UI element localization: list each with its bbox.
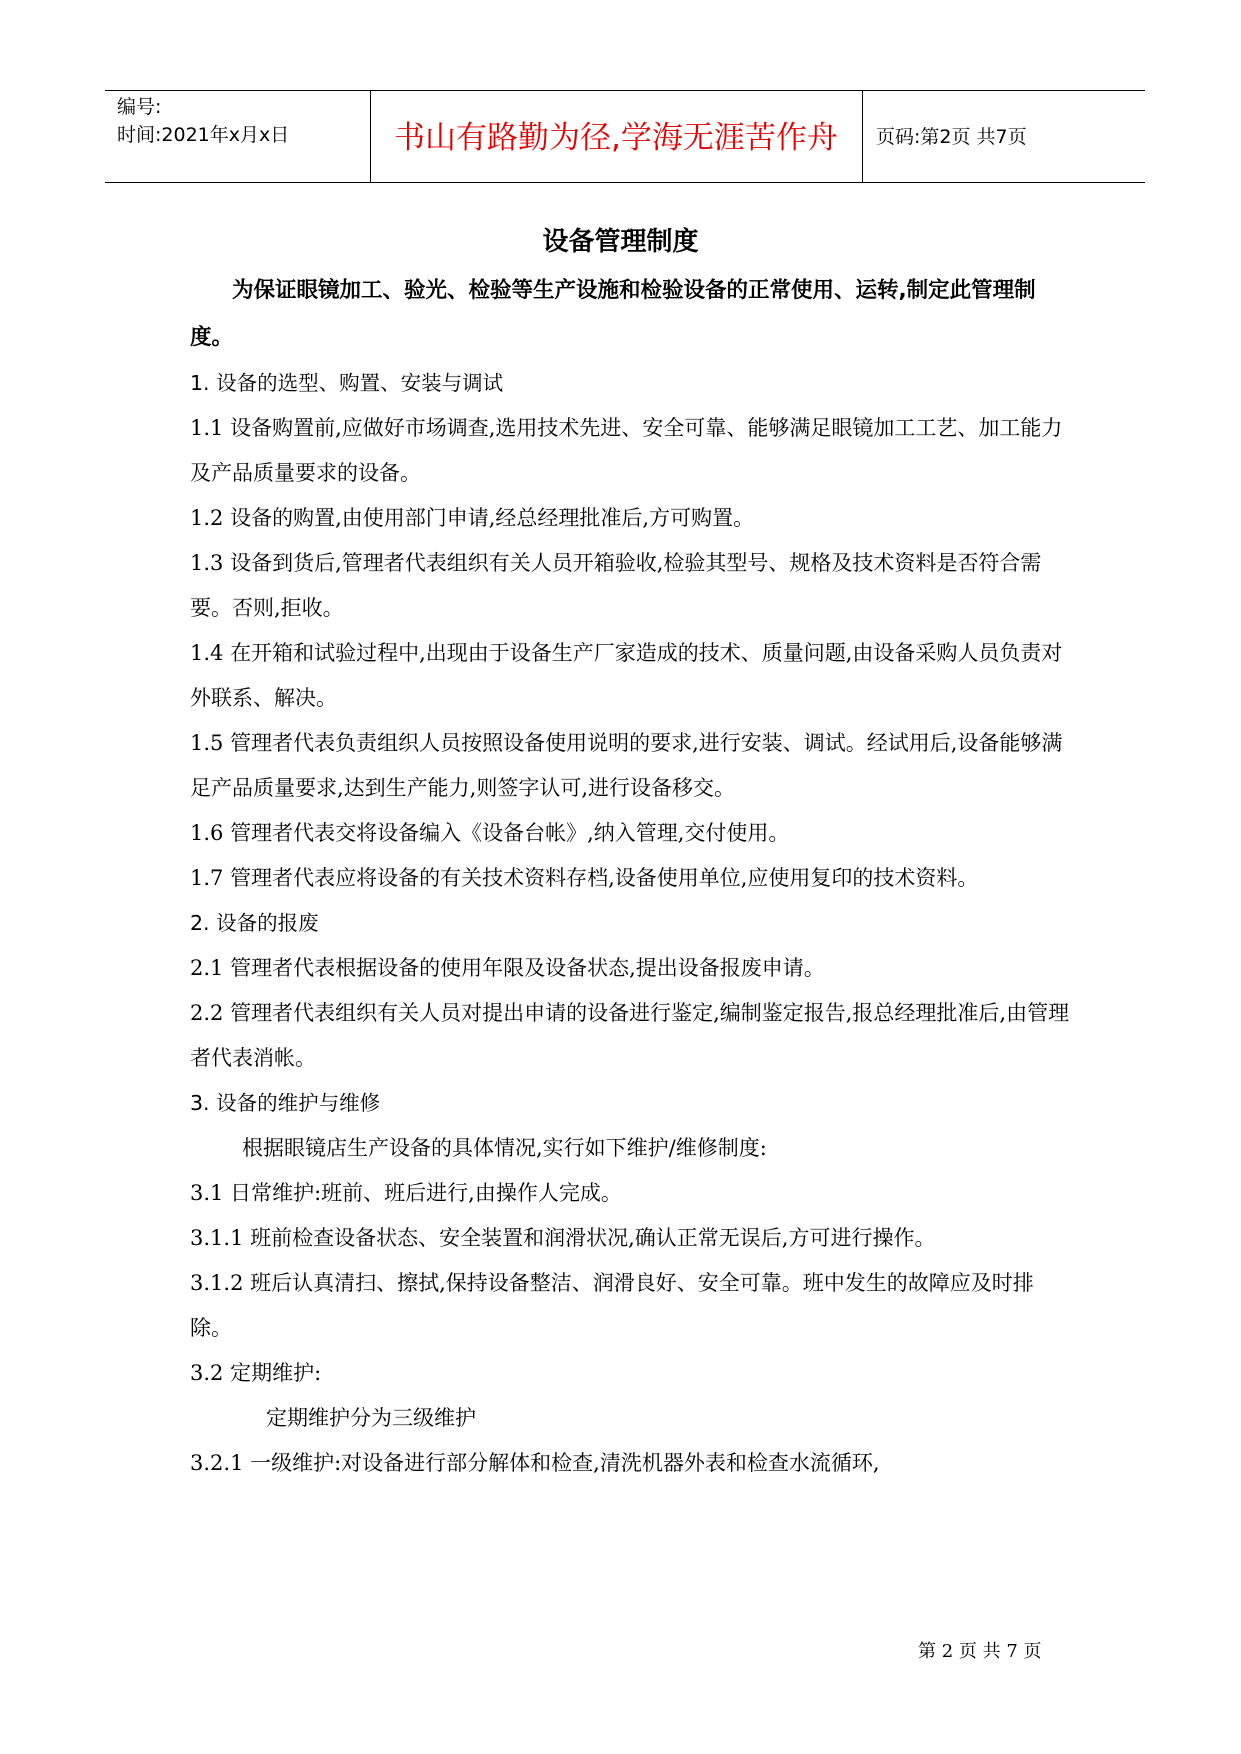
body-paragraph: 3.1.2 班后认真清扫、擦拭,保持设备整洁、润滑良好、安全可靠。班中发生的故障应及时排除。 xyxy=(190,1271,1034,1340)
body-paragraph: 1.7 管理者代表应将设备的有关技术资料存档,设备使用单位,应使用复印的技术资料。 xyxy=(190,866,979,890)
paragraph-list xyxy=(190,361,1070,1486)
section-heading: 2. 设备的报废 xyxy=(190,911,319,935)
header-divider-left xyxy=(370,90,371,182)
body-paragraph: 1.4 在开箱和试验过程中,出现由于设备生产厂家造成的技术、质量问题,由设备采购人员负责对外联系、解决。 xyxy=(190,641,1063,710)
body-paragraph: 1.6 管理者代表交将设备编入《设备台帐》,纳入管理,交付使用。 xyxy=(190,821,790,845)
header-number-label: 编号: xyxy=(117,96,162,118)
body-paragraph: 1.2 设备的购置,由使用部门申请,经总经理批准后,方可购置。 xyxy=(190,506,755,530)
header-motto: 书山有路勤为径,学海无涯苦作舟 xyxy=(394,120,838,156)
body-paragraph: 1.5 管理者代表负责组织人员按照设备使用说明的要求,进行安装、调试。经试用后,设备能够满足产品质量要求,达到生产能力,则签字认可,进行设备移交。 xyxy=(190,731,1063,800)
page-footer: 第 2 页 共 7 页 xyxy=(918,1641,1042,1662)
header-divider-right xyxy=(862,90,863,182)
body-paragraph: 3.1 日常维护:班前、班后进行,由操作人完成。 xyxy=(190,1181,622,1205)
body-paragraph: 定期维护分为三级维护 xyxy=(266,1406,476,1430)
body-paragraph: 3.2.1 一级维护:对设备进行部分解体和检查,清洗机器外表和检查水流循环, xyxy=(190,1451,880,1475)
header-top-rule xyxy=(105,90,1145,91)
header-page-info: 页码:第2页 共7页 xyxy=(876,126,1027,148)
body-paragraph: 1.1 设备购置前,应做好市场调查,选用技术先进、安全可靠、能够满足眼镜加工工艺、加工能力及产品质量要求的设备。 xyxy=(190,416,1063,485)
intro-paragraph: 为保证眼镜加工、验光、检验等生产设施和检验设备的正常使用、运转,制定此管理制度。 xyxy=(190,278,1036,350)
header-bottom-rule xyxy=(105,182,1145,183)
document-title: 设备管理制度 xyxy=(542,227,699,257)
section-heading: 1. 设备的选型、购置、安装与调试 xyxy=(190,371,504,395)
body-paragraph: 2.2 管理者代表组织有关人员对提出申请的设备进行鉴定,编制鉴定报告,报总经理批准后,由管理者代表消帐。 xyxy=(190,1001,1070,1070)
document-body xyxy=(190,267,1070,1486)
header-time: 时间:2021年x月x日 xyxy=(117,124,290,146)
body-paragraph: 1.3 设备到货后,管理者代表组织有关人员开箱验收,检验其型号、规格及技术资料是否符合需要。否则,拒收。 xyxy=(190,551,1042,620)
body-paragraph: 根据眼镜店生产设备的具体情况,实行如下维护/维修制度: xyxy=(242,1136,767,1160)
body-paragraph: 3.1.1 班前检查设备状态、安全装置和润滑状况,确认正常无误后,方可进行操作。 xyxy=(190,1226,936,1250)
body-paragraph: 2.1 管理者代表根据设备的使用年限及设备状态,提出设备报废申请。 xyxy=(190,956,825,980)
section-heading: 3. 设备的维护与维修 xyxy=(190,1091,381,1115)
body-paragraph: 3.2 定期维护: xyxy=(190,1361,322,1385)
